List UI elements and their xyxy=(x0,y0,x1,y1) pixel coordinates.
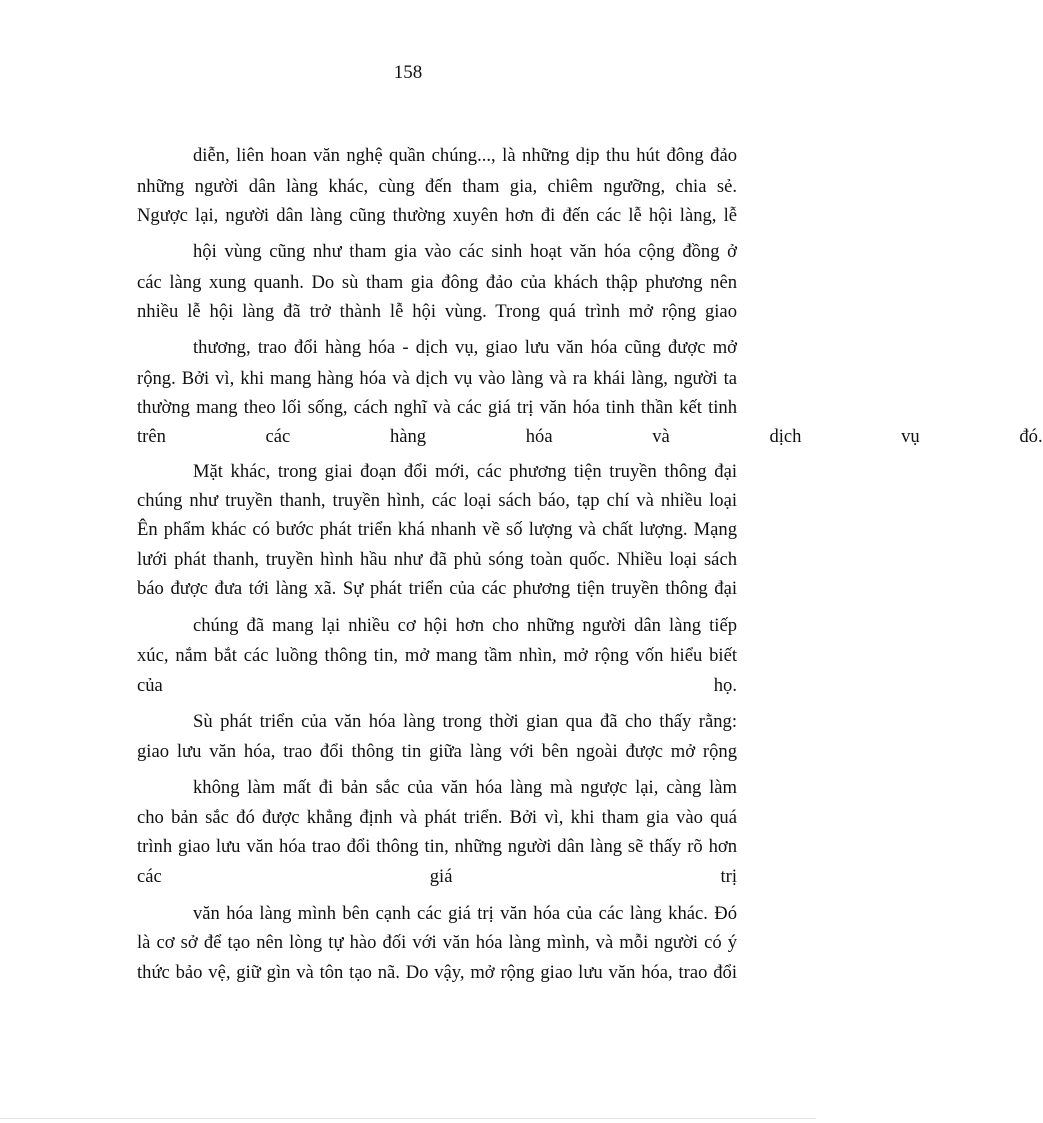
text-line: không làm mất đi bản sắc của văn hóa làng mà ngược lại, càng làm xyxy=(193,777,737,798)
text-line: Ngược lại, người dân làng cũng thường xuyên hơn đi đến các lễ hội làng, lễ xyxy=(137,205,737,226)
text-line: thường mang theo lối sống, cách nghĩ và các giá trị văn hóa tinh thần kết tinh xyxy=(137,397,737,418)
text-line: lưới phát thanh, truyền hình hầu như đã phủ sóng toàn quốc. Nhiều loại sách xyxy=(137,549,737,570)
text-line: rộng. Bởi vì, khi mang hàng hóa và dịch vụ vào làng và ra khái làng, người ta xyxy=(137,368,737,389)
text-line: diễn, liên hoan văn nghệ quần chúng..., là những dịp thu hút đông đảo xyxy=(193,145,737,166)
text-line: thương, trao đổi hàng hóa - dịch vụ, giao lưu văn hóa cũng được mở xyxy=(193,337,737,358)
text-line: chúng như truyền thanh, truyền hình, các loại sách báo, tạp chí và nhiều loại xyxy=(137,490,737,511)
page-edge-divider xyxy=(0,1118,816,1119)
text-line: thức bảo vệ, giữ gìn và tôn tạo nã. Do vậy, mở rộng giao lưu văn hóa, trao đổi xyxy=(137,962,737,983)
text-line: giao lưu văn hóa, trao đổi thông tin giữa làng với bên ngoài được mở rộng xyxy=(137,741,737,762)
text-line: Sù phát triển của văn hóa làng trong thời gian qua đã cho thấy rằng: xyxy=(193,711,737,732)
text-line: các giá trị xyxy=(137,866,737,887)
text-line: là cơ sở để tạo nên lòng tự hào đối với văn hóa làng mình, và mỗi người có ý xyxy=(137,932,737,953)
text-line: báo được đưa tới làng xã. Sự phát triển của các phương tiện truyền thông đại xyxy=(137,578,737,599)
text-line: của họ. xyxy=(137,675,737,696)
text-line: chúng đã mang lại nhiều cơ hội hơn cho những người dân làng tiếp xyxy=(193,615,737,636)
text-line: xúc, nắm bắt các luồng thông tin, mở mang tầm nhìn, mở rộng vốn hiểu biết xyxy=(137,645,737,666)
text-line: các làng xung quanh. Do sù tham gia đông đảo của khách thập phương nên xyxy=(137,272,737,293)
text-line: văn hóa làng mình bên cạnh các giá trị văn hóa của các làng khác. Đó xyxy=(193,903,737,924)
text-line: hội vùng cũng như tham gia vào các sinh hoạt văn hóa cộng đồng ở xyxy=(193,241,737,262)
text-line: những người dân làng khác, cùng đến tham gia, chiêm ngưỡng, chia sẻ. xyxy=(137,176,737,197)
text-line: nhiều lễ hội làng đã trở thành lễ hội vùng. Trong quá trình mở rộng giao xyxy=(137,301,737,322)
text-line: cho bản sắc đó được khẳng định và phát triển. Bởi vì, khi tham gia vào quá xyxy=(137,807,737,828)
text-line: Ên phẩm khác có bước phát triển khá nhanh về số lượng và chất lượng. Mạng xyxy=(137,519,737,540)
text-line: Mặt khác, trong giai đoạn đổi mới, các phương tiện truyền thông đại xyxy=(193,461,737,482)
text-line: trình giao lưu văn hóa trao đổi thông tin, những người dân làng sẽ thấy rõ hơn xyxy=(137,836,737,857)
page-number: 158 xyxy=(393,62,423,83)
text-line: trên các hàng hóa và dịch vụ đó. xyxy=(137,426,1043,447)
